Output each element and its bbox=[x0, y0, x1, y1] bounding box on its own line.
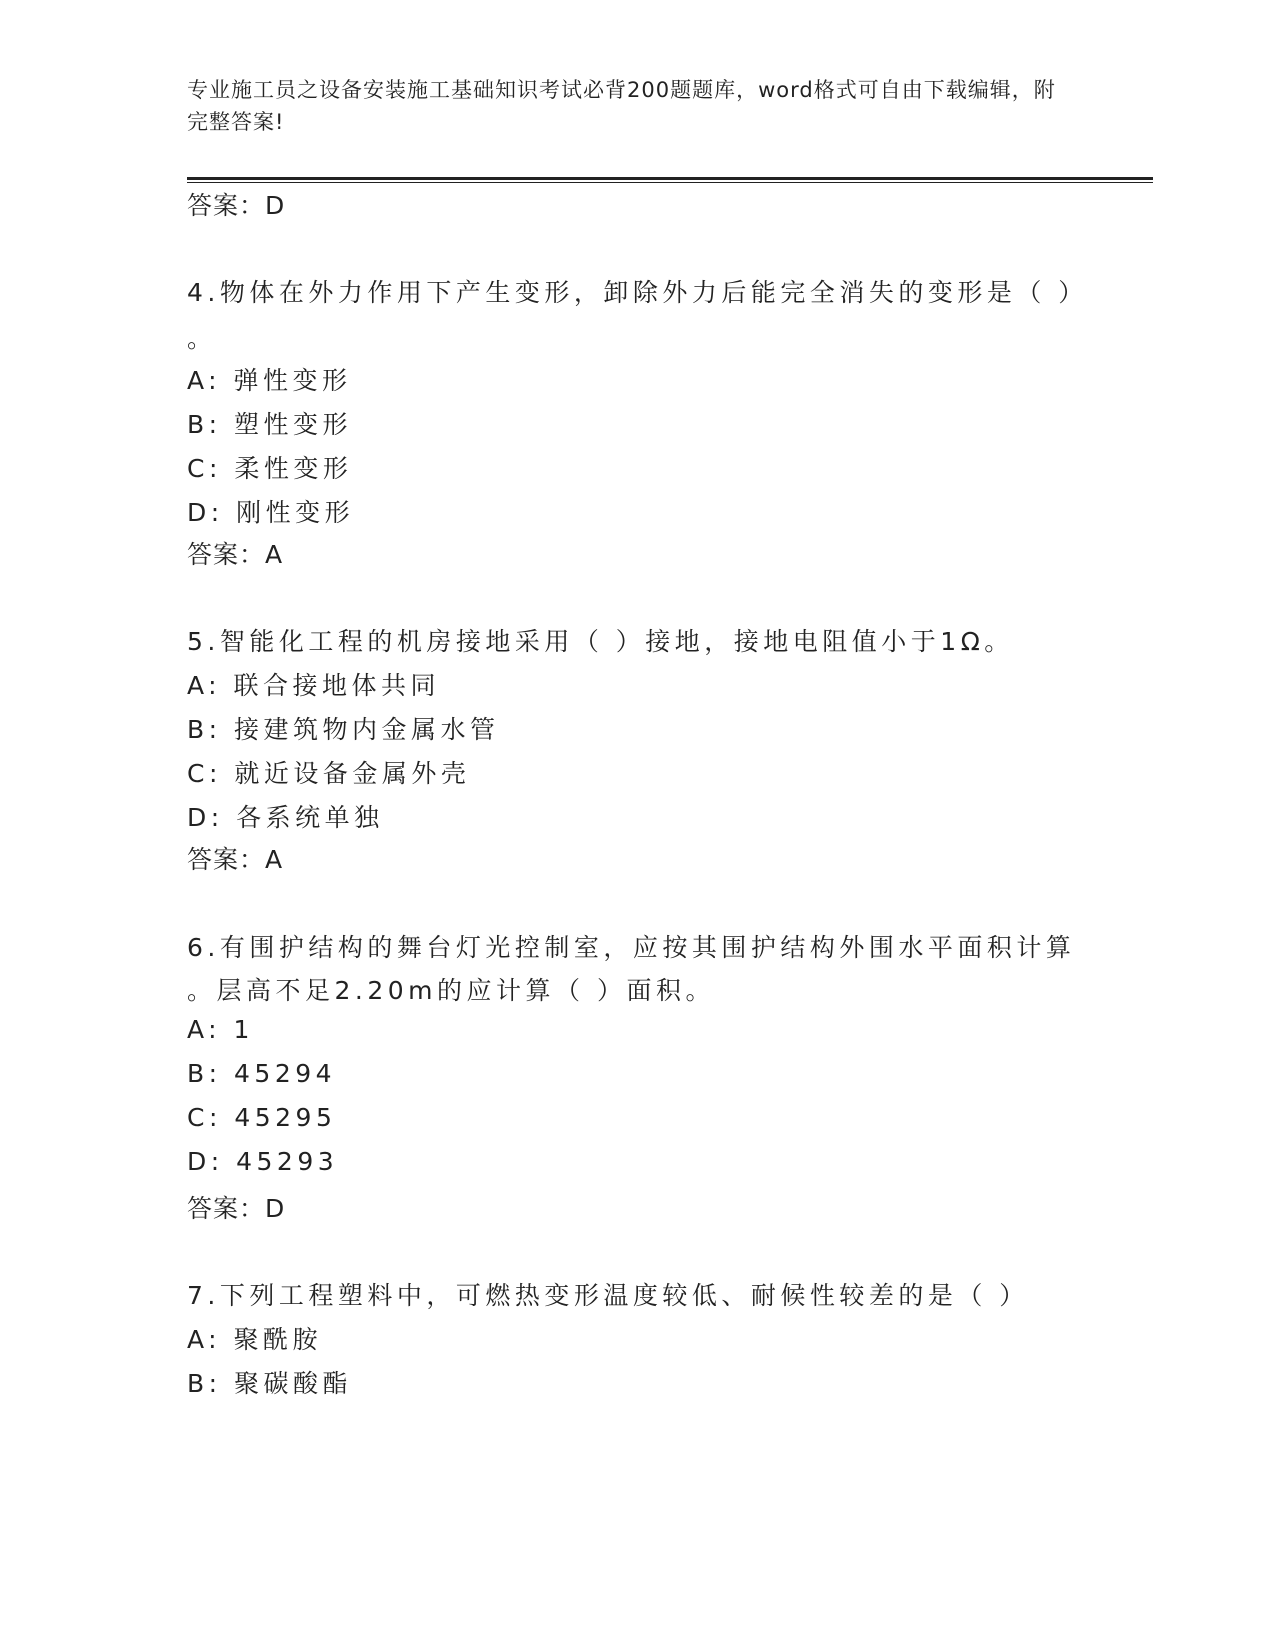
question-7-option-a: A: 聚酰胺 bbox=[187, 1325, 323, 1354]
question-7-text: 7.下列工程塑料中，可燃热变形温度较低、耐候性较差的是（ ） bbox=[187, 1281, 1029, 1310]
question-6-option-b: B: 45294 bbox=[187, 1059, 337, 1088]
question-6-option-d: D: 45293 bbox=[187, 1147, 339, 1176]
answer-previous: 答案：D bbox=[187, 191, 286, 220]
header-divider-thick bbox=[187, 177, 1153, 180]
document-header: 专业施工员之设备安装施工基础知识考试必背200题题库，word格式可自由下载编辑，附完整答案! bbox=[187, 78, 1056, 134]
question-5-option-d: D: 各系统单独 bbox=[187, 803, 384, 832]
question-6-option-a: A: 1 bbox=[187, 1015, 254, 1044]
question-4-option-c: C: 柔性变形 bbox=[187, 454, 353, 483]
question-6-text-continued: 。层高不足2.20m的应计算（ ）面积。 bbox=[187, 976, 715, 1005]
question-7-option-b: B: 聚碳酸酯 bbox=[187, 1369, 353, 1398]
question-6-option-c: C: 45295 bbox=[187, 1103, 337, 1132]
question-5-option-c: C: 就近设备金属外壳 bbox=[187, 759, 471, 788]
question-4-option-d: D: 刚性变形 bbox=[187, 498, 355, 527]
question-5-text: 5.智能化工程的机房接地采用（ ）接地，接地电阻值小于1Ω。 bbox=[187, 627, 1014, 656]
question-5-option-b: B: 接建筑物内金属水管 bbox=[187, 715, 500, 744]
question-6-text: 6.有围护结构的舞台灯光控制室，应按其围护结构外围水平面积计算 bbox=[187, 933, 1076, 962]
question-4-text: 4.物体在外力作用下产生变形，卸除外力后能完全消失的变形是（ ） bbox=[187, 278, 1088, 307]
question-5-option-a: A: 联合接地体共同 bbox=[187, 671, 441, 700]
question-4-text-continued: 。 bbox=[187, 324, 217, 353]
question-4-option-b: B: 塑性变形 bbox=[187, 410, 353, 439]
question-4-option-a: A: 弹性变形 bbox=[187, 366, 352, 395]
question-5-answer: 答案：A bbox=[187, 845, 284, 874]
question-6-answer: 答案：D bbox=[187, 1194, 286, 1223]
header-divider-thin bbox=[187, 182, 1153, 183]
question-4-answer: 答案：A bbox=[187, 540, 284, 569]
